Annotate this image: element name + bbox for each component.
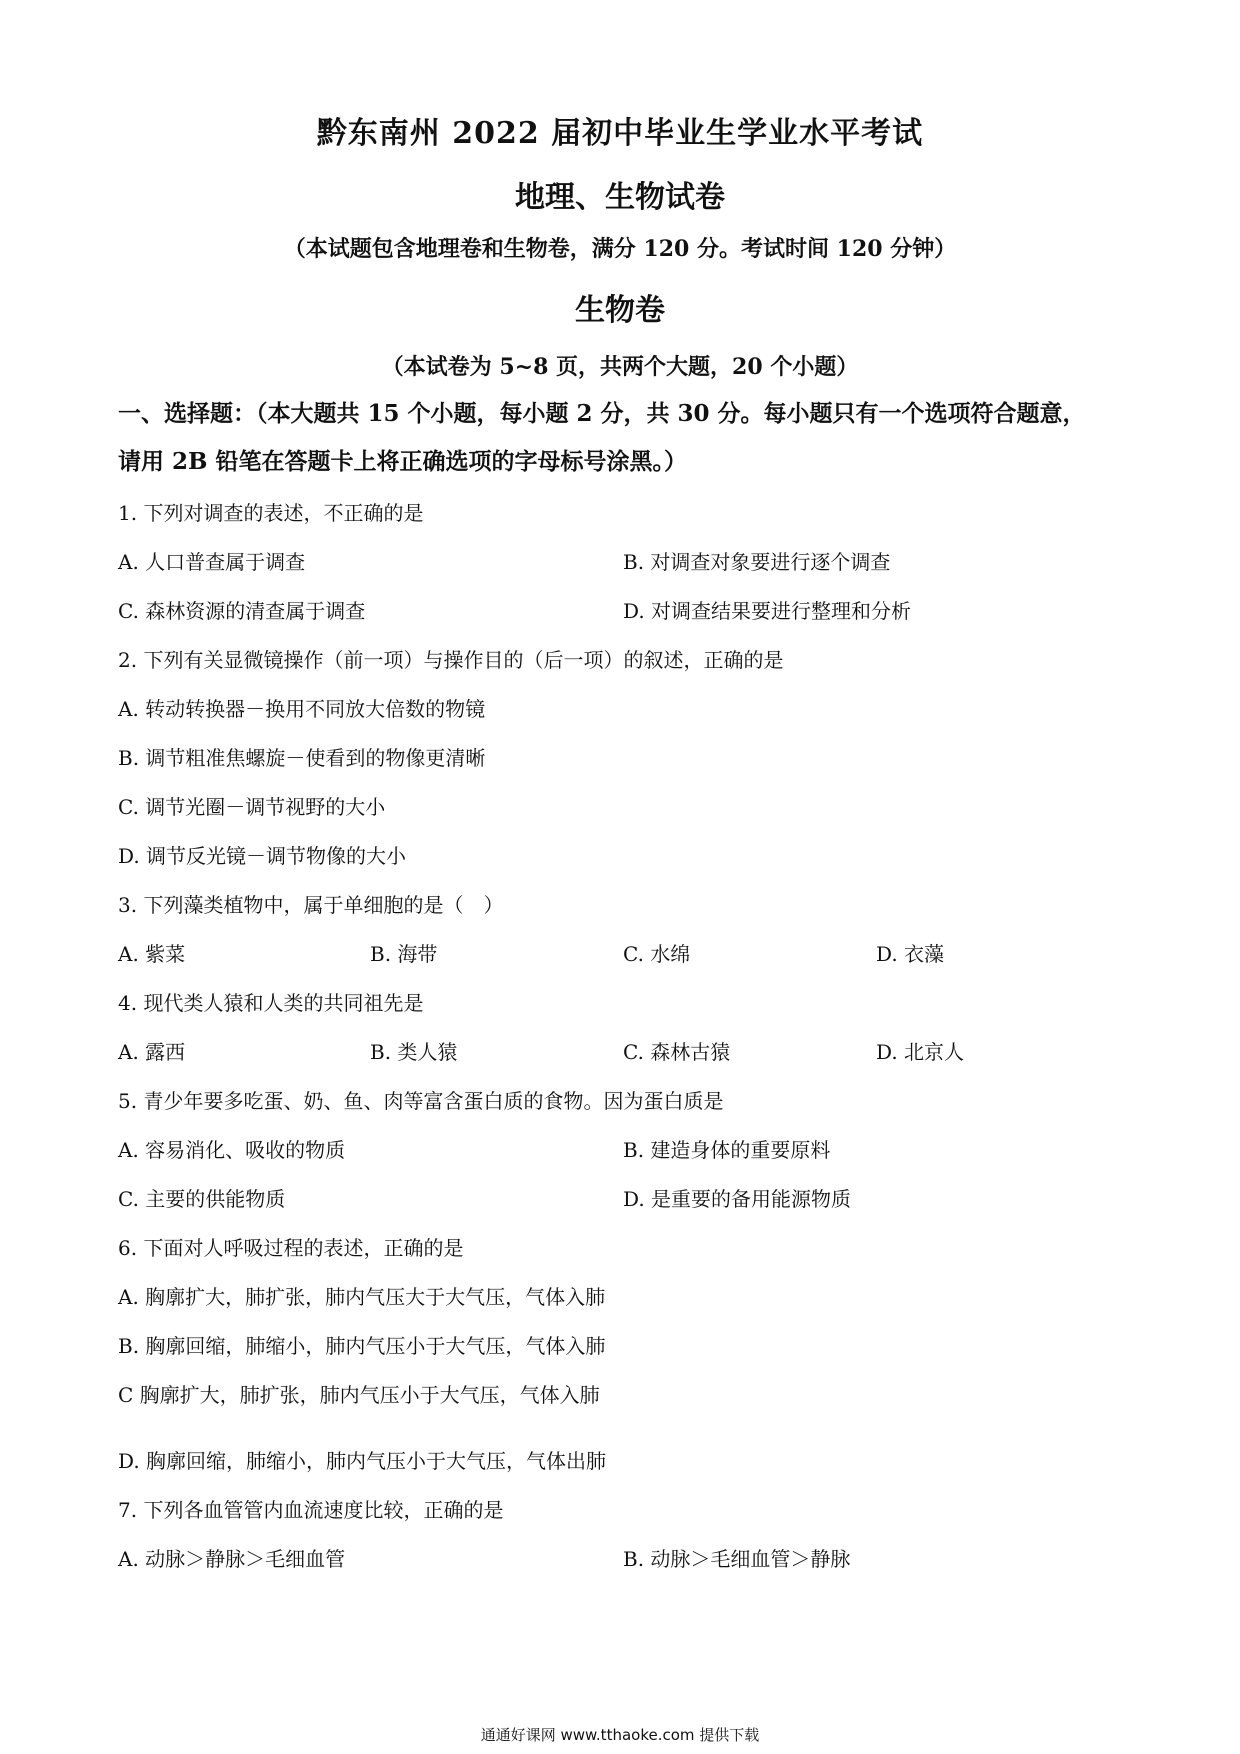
q6-option-b: B. 胸廓回缩，肺缩小，肺内气压小于大气压，气体入肺 xyxy=(118,1334,606,1358)
exam-title: 黔东南州 2022 届初中毕业生学业水平考试 xyxy=(316,116,924,151)
q1-option-d: D. 对调查结果要进行整理和分析 xyxy=(623,599,912,623)
exam-subtitle: 地理、生物试卷 xyxy=(515,180,725,215)
q4-option-c: C. 森林古猿 xyxy=(623,1040,731,1064)
q4-stem: 4. 现代类人猿和人类的共同祖先是 xyxy=(118,991,424,1015)
q5-stem: 5. 青少年要多吃蛋、奶、鱼、肉等富含蛋白质的食物。因为蛋白质是 xyxy=(118,1089,724,1113)
q3-option-a: A. 紫菜 xyxy=(118,942,186,966)
q7-option-b: B. 动脉＞毛细血管＞静脉 xyxy=(623,1547,851,1571)
section-title: 生物卷 xyxy=(575,293,665,328)
part1-heading-line1: 一、选择题：（本大题共 15 个小题，每小题 2 分，共 30 分。每小题只有一个选项符合题意， xyxy=(118,400,1086,427)
q7-option-a: A. 动脉＞静脉＞毛细血管 xyxy=(118,1547,346,1571)
q4-option-a: A. 露西 xyxy=(118,1040,186,1064)
q2-option-a: A. 转动转换器－换用不同放大倍数的物镜 xyxy=(118,697,486,721)
q2-option-d: D. 调节反光镜－调节物像的大小 xyxy=(118,844,407,868)
q6-stem: 6. 下面对人呼吸过程的表述，正确的是 xyxy=(118,1236,464,1260)
q1-option-b: B. 对调查对象要进行逐个调查 xyxy=(623,550,891,574)
q3-option-d: D. 衣藻 xyxy=(876,942,945,966)
q6-option-a: A. 胸廓扩大，肺扩张，肺内气压大于大气压，气体入肺 xyxy=(118,1285,606,1309)
exam-note: （本试题包含地理卷和生物卷，满分 120 分。考试时间 120 分钟） xyxy=(283,236,957,262)
q1-stem: 1. 下列对调查的表述，不正确的是 xyxy=(118,501,424,525)
q3-option-c: C. 水绵 xyxy=(623,942,691,966)
q5-option-b: B. 建造身体的重要原料 xyxy=(623,1138,831,1162)
q6-option-d: D. 胸廓回缩，肺缩小，肺内气压小于大气压，气体出肺 xyxy=(118,1449,607,1473)
q5-option-d: D. 是重要的备用能源物质 xyxy=(623,1187,852,1211)
page-footer: 通通好课网 www.tthaoke.com 提供下载 xyxy=(480,1726,760,1744)
q4-option-b: B. 类人猿 xyxy=(370,1040,458,1064)
q3-stem: 3. 下列藻类植物中，属于单细胞的是（ ） xyxy=(118,893,504,917)
q5-option-a: A. 容易消化、吸收的物质 xyxy=(118,1138,346,1162)
q6-option-c: C 胸廓扩大，肺扩张，肺内气压小于大气压，气体入肺 xyxy=(118,1383,600,1407)
part1-heading-line2: 请用 2B 铅笔在答题卡上将正确选项的字母标号涂黑。） xyxy=(118,448,687,475)
q5-option-c: C. 主要的供能物质 xyxy=(118,1187,286,1211)
q1-option-c: C. 森林资源的清查属于调查 xyxy=(118,599,366,623)
q2-stem: 2. 下列有关显微镜操作（前一项）与操作目的（后一项）的叙述，正确的是 xyxy=(118,648,784,672)
q3-option-b: B. 海带 xyxy=(370,942,438,966)
q7-stem: 7. 下列各血管管内血流速度比较，正确的是 xyxy=(118,1498,504,1522)
q4-option-d: D. 北京人 xyxy=(876,1040,965,1064)
q2-option-b: B. 调节粗准焦螺旋－使看到的物像更清晰 xyxy=(118,746,486,770)
q1-option-a: A. 人口普查属于调查 xyxy=(118,550,306,574)
section-note: （本试卷为 5~8 页，共两个大题，20 个小题） xyxy=(381,354,859,380)
part1-heading xyxy=(118,390,1138,486)
q2-option-c: C. 调节光圈－调节视野的大小 xyxy=(118,795,386,819)
